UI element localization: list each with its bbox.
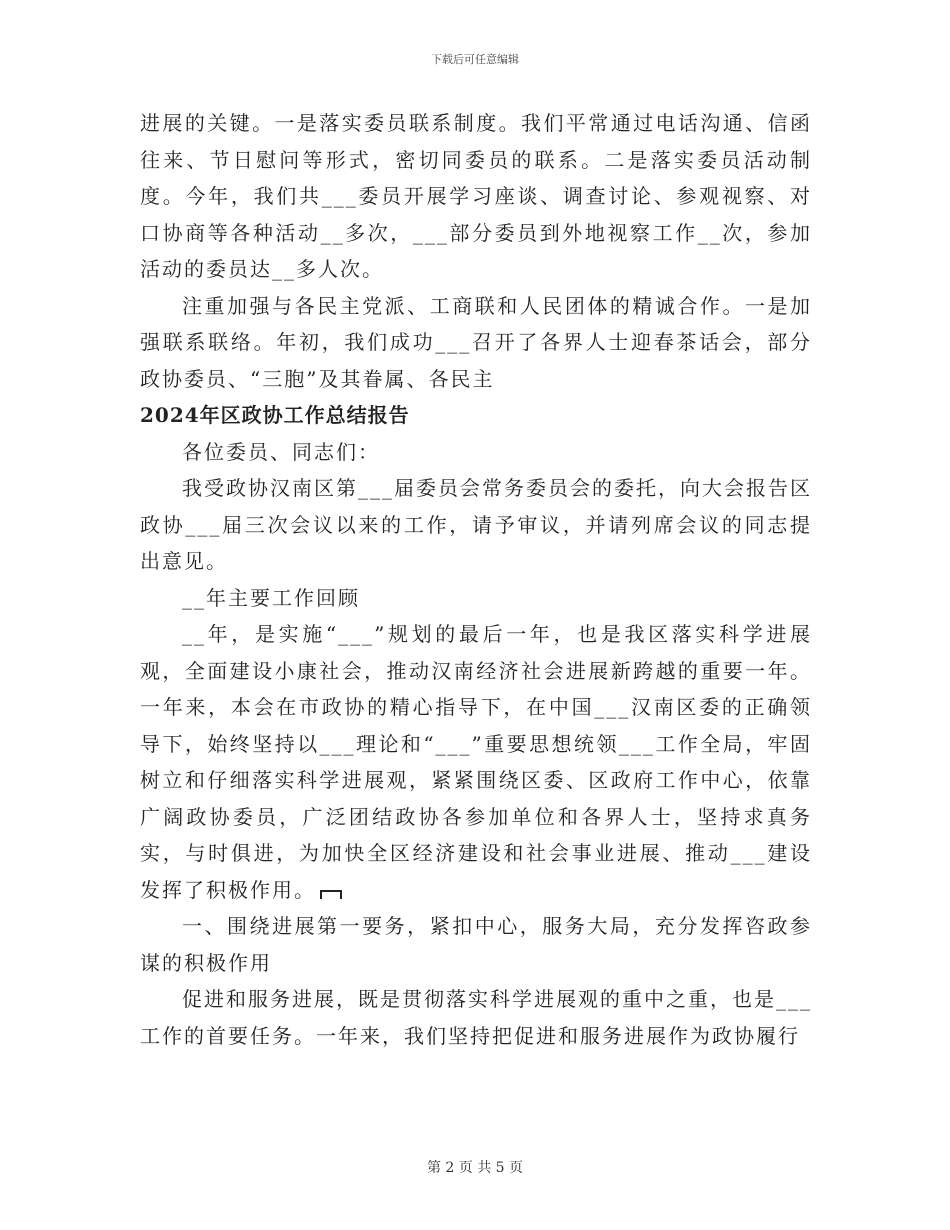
- salutation: 各位委员、同志们：: [182, 439, 380, 464]
- page-footer: 第 2 页 共 5 页: [426, 1160, 524, 1176]
- paragraph-review: [140, 616, 812, 908]
- edit-mark-icon: [320, 890, 342, 899]
- section-heading-review: __年主要工作回顾: [182, 585, 360, 610]
- paragraph-1: 进展的关键。一是落实委员联系制度。我们平常通过电话沟通、信函往来、节日慰问等形式，密切同委员的联系。二是落实委员活动制度。今年，我们共___委员开展学习座谈、调查讨论、参观视察、对口协商等各种活动__多次，___部分委员到外地视察工作__次，参加活动的委员达__多人次。: [140, 111, 812, 281]
- document-title: 2024年区政协工作总结报告: [140, 403, 410, 427]
- paragraph-2: 注重加强与各民主党派、工商联和人民团体的精诚合作。一是加强联系联络。年初，我们成功___召开了各界人士迎春茶话会，部分政协委员、“三胞”及其眷属、各民主: [140, 293, 812, 391]
- paragraph-review-text: __年，是实施“___”规划的最后一年，也是我区落实科学进展观，全面建设小康社会，推动汉南经济社会进展新跨越的重要一年。一年来，本会在市政协的精心指导下，在中国___汉南区委的正确领导下，始终坚持以___理论和“___”重要思想统领___工作全局，牢固树立和仔细落实科学进展观，紧紧围绕区委、区政府工作中心，依靠广阔政协委员，广泛团结政协各参加单位和各界人士，坚持求真务实，与时俱进，为加快全区经济建设和社会事业进展、推动___建设发挥了积极作用。: [140, 622, 812, 902]
- section-heading-1: 一、围绕进展第一要务，紧扣中心，服务大局，充分发挥咨政参谋的积极作用: [140, 914, 812, 975]
- page-header: 下载后可任意编辑: [431, 53, 519, 66]
- paragraph-section-1: 促进和服务进展，既是贯彻落实科学进展观的重中之重，也是___工作的首要任务。一年来，我们坚持把促进和服务进展作为政协履行: [140, 987, 812, 1048]
- paragraph-intro: 我受政协汉南区第___届委员会常务委员会的委托，向大会报告区政协___届三次会议以来的工作，请予审议，并请列席会议的同志提出意见。: [140, 476, 812, 573]
- document-body: [140, 105, 812, 1054]
